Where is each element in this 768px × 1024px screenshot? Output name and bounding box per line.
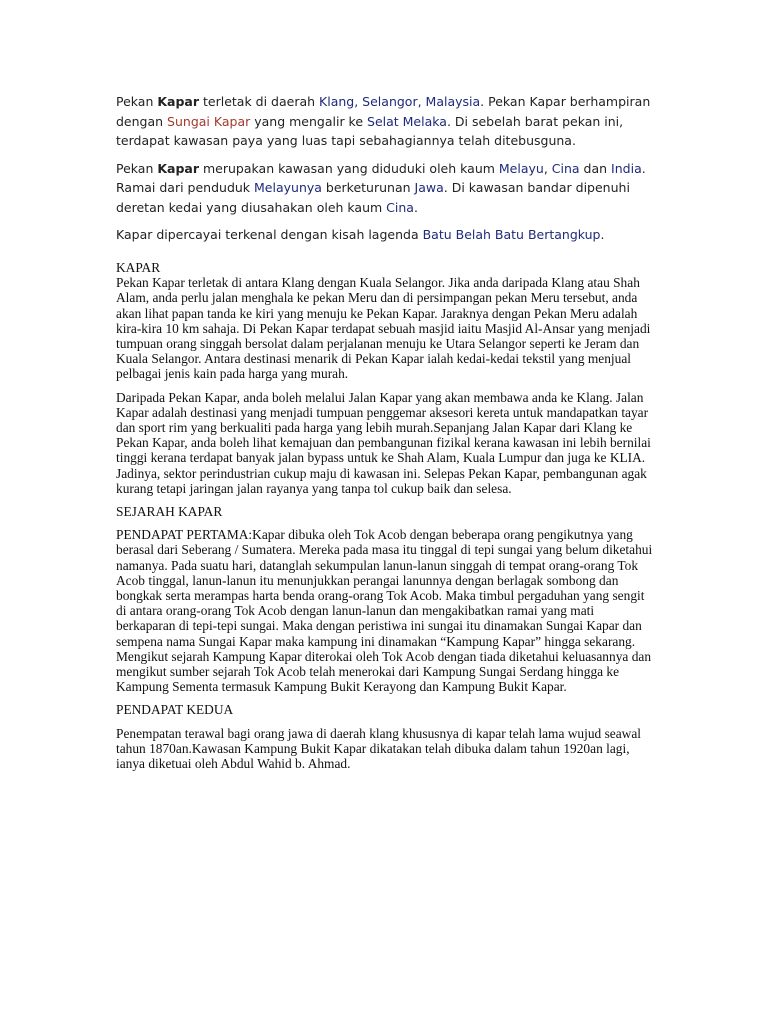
text-run: . Pekan Kapar berhampiran dengan [116, 94, 651, 129]
heading-kapar: KAPAR [116, 260, 161, 275]
link-sungai-kapar[interactable]: Sungai Kapar [167, 113, 251, 129]
text-run: . [600, 227, 605, 242]
text-run: . Di sebelah barat pekan ini, terdapat kawasan paya yang luas tapi sebahagiannya telah ditebusguna. [116, 113, 624, 148]
text-run: . [413, 199, 418, 215]
paragraph-pendapat-pertama: PENDAPAT PERTAMA:Kapar dibuka oleh Tok Acob dengan beberapa orang pengikutnya yang berasal dari Seberang / Sumatera. Mereka pada masa itu tinggal di tepi sungai yang belum diketahui namanya. Pada suatu hari, datanglah sekumpulan lanun-lanun singgah di tempat orang-orang Tok Acob tinggal, lanun-lanun itu menunjukkan perangai lanunnya dengan berlagak sombong dan bongkak serta merampas harta benda orang-orang Tok Acob. Maka timbul pergaduhan yang sengit di antara orang-orang Tok Acob dengan lanun-lanun dan mengakibatkan ramai yang mati berkaparan di tepi-tepi sungai. Maka dengan peristiwa ini sungai itu dinamakan Sungai Kapar dan sempena nama Sungai Kapar maka kampung ini dinamakan “Kampung Kapar” hingga sekarang. Mengikut sejarah Kampung Kapar diterokai oleh Tok Acob dengan tiada diketahui keluasannya dan mengikut sumber sejarah Tok Acob telah menerokai dari Kampung Sungai Serdang hingga ke Kampung Sementa termasuk Kampung Bukit Kerayong dan Kampung Bukit Kapar. [116, 527, 653, 695]
text-run: terletak di daerah [199, 94, 320, 109]
text-run: . Ramai dari penduduk [116, 160, 646, 195]
paragraph-kapar-1: Pekan Kapar terletak di antara Klang dengan Kuala Selangor. Jika anda daripada Klang atau Shah Alam, anda perlu jalan menghala ke pekan Meru dan di persimpangan pekan Meru tersebut, anda akan lihat papan tanda ke kiri yang menuju ke Pekan Kapar. Jaraknya dengan Pekan Meru adalah kira-kira 10 km sahaja. Di Pekan Kapar terdapat sebuah masjid iaitu Masjid Al-Ansar yang menjadi tumpuan orang singgah bersolat dalam perjalanan menuju ke Utara Selangor seperti ke Jeram dan Kuala Selangor. Antara destinasi menarik di Pekan Kapar ialah kedai-kedai tekstil yang menjual pelbagai jenis kain pada harga yang murah. [116, 275, 651, 382]
body-section [116, 260, 656, 771]
link-selat-melaka[interactable]: Selat Melaka [367, 113, 447, 129]
text-run: Pekan [116, 94, 158, 109]
link-jawa[interactable]: Jawa [414, 180, 444, 195]
text-run: dan [579, 160, 612, 176]
link-cina-2[interactable]: Cina [386, 199, 414, 215]
heading-sejarah-kapar: SEJARAH KAPAR [116, 504, 223, 520]
text-run: yang mengalir ke [250, 113, 368, 129]
paragraph-kapar-2: Daripada Pekan Kapar, anda boleh melalui Jalan Kapar yang akan membawa anda ke Klang. Jalan Kapar adalah destinasi yang menjadi tumpuan penggemar aksesori kereta untuk mandapatkan tayar dan sport rim yang berkualiti pada harga yang lebih murah.Sepanjang Jalan Kapar dari Klang ke Pekan Kapar, anda boleh lihat kemajuan dan pembangunan fizikal kerana kawasan ini lebih bernilai tinggi kerana terdapat banyak jalan bypass untuk ke Shah Alam, Kuala Lumpur dan juga ke KLIA. Jadinya, sektor perindustrian cukup maju di kawasan ini. Selepas Pekan Kapar, pembangunan agak kurang tetapi jaringan jalan rayanya yang tanpa tol cukup baik dan selesa. [116, 389, 651, 496]
text-run: Kapar dipercayai terkenal dengan kisah lagenda [116, 227, 423, 242]
link-batu-belah-batu-bertangkup[interactable]: Batu Belah Batu Bertangkup [422, 227, 601, 242]
intro-section [116, 92, 656, 245]
link-india[interactable]: India [611, 160, 642, 176]
link-klang-selangor-malaysia[interactable]: Klang, Selangor, Malaysia [319, 94, 481, 109]
heading-pendapat-kedua: PENDAPAT KEDUA [116, 702, 234, 718]
intro-paragraph-3 [116, 225, 656, 245]
bold-term: Kapar [157, 94, 200, 109]
link-melayunya[interactable]: Melayunya [254, 180, 322, 195]
link-cina[interactable]: Cina [551, 160, 580, 176]
text-run: Pekan [116, 160, 158, 176]
text-run: . Di kawasan bandar dipenuhi deretan kedai yang diusahakan oleh kaum [116, 180, 630, 215]
text-run: merupakan kawasan yang diduduki oleh kaum [199, 160, 499, 176]
intro-paragraph-2 [116, 159, 656, 218]
link-melayu[interactable]: Melayu [498, 160, 544, 176]
text-run: berketurunan [321, 180, 415, 195]
text-run: , [543, 160, 552, 176]
intro-paragraph-1 [116, 92, 656, 151]
bold-term: Kapar [157, 160, 200, 176]
paragraph-pendapat-kedua: Penempatan terawal bagi orang jawa di daerah klang khususnya di kapar telah lama wujud seawal tahun 1870an.Kawasan Kampung Bukit Kapar dikatakan telah dibuka dalam tahun 1920an lagi, ianya diketuai oleh Abdul Wahid b. Ahmad. [116, 725, 642, 772]
